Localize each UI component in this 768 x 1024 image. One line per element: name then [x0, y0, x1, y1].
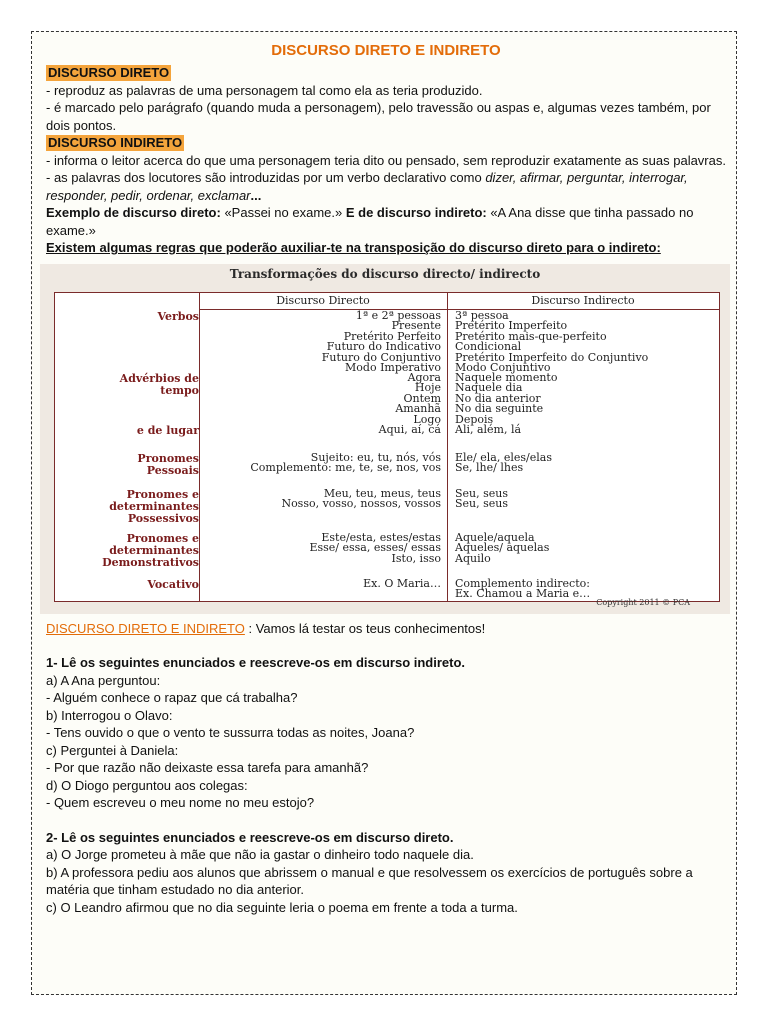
- document: [46, 42, 726, 916]
- exercise-1-line: c) Perguntei à Daniela:: [46, 742, 179, 758]
- exercise-1-line: a) A Ana perguntou:: [46, 672, 161, 688]
- table-indirect-cell: Ali, além, lá: [455, 422, 522, 436]
- col-header-indirect: Discurso Indirecto: [447, 293, 719, 310]
- example-label-indirect: E de discurso indireto:: [345, 205, 487, 220]
- ellipsis: ...: [250, 187, 262, 203]
- transformation-table: [40, 264, 730, 614]
- exercise-2-line: c) O Leandro afirmou que no dia seguinte leria o poema em frente a toda a turma.: [46, 899, 518, 915]
- table-category: Pronomes e determinantes Possessivos: [109, 487, 199, 525]
- table-direct-cell: 1ª e 2ª pessoas Presente Pretérito Perfeito Futuro do Indicativo Futuro do Conjuntivo Modo Imperativo: [321, 308, 441, 374]
- table-direct-cell: Meu, teu, meus, teus Nosso, vosso, nossos, vossos: [281, 486, 441, 510]
- table-direct-cell: Ex. O Maria…: [363, 576, 441, 590]
- col-header-direct: Discurso Directo: [199, 293, 447, 310]
- test-text: : Vamos lá testar os teus conhecimentos!: [244, 620, 486, 636]
- table-indirect-cell: Seu, seus Seu, seus: [455, 486, 509, 510]
- table-indirect-cell: Ele/ ela, eles/elas Se, lhe/ lhes: [455, 450, 552, 474]
- example-paragraph: [46, 204, 726, 239]
- table-category: Advérbios de tempo: [119, 371, 199, 397]
- exercise-1-line: - Tens ouvido o que o vento te sussurra todas as noites, Joana?: [46, 725, 415, 740]
- table-category: Pronomes Pessoais: [137, 451, 199, 477]
- page-title: DISCURSO DIRETO E INDIRETO: [271, 42, 501, 59]
- table-indirect-cell: 3ª pessoa Pretérito Imperfeito Pretérito mais-que-perfeito Condicional Pretérito Imperfeito do Conjuntivo Modo Conjuntivo: [455, 308, 649, 374]
- divider: [447, 293, 448, 601]
- table-direct-cell: Este/esta, estes/estas Esse/ essa, esses/ essas Isto, isso: [309, 530, 441, 565]
- exercise-1-line: - Quem escreveu o meu nome no meu estojo?: [46, 795, 315, 810]
- exercise-2-line: b) A professora pediu aos alunos que abrissem o manual e que resolvessem os exercícios de português sobre a matéria que tinham estudado no dia anterior.: [46, 864, 693, 897]
- heading-indireto: DISCURSO INDIRETO: [48, 135, 183, 150]
- exercise-1-heading: 1- Lê os seguintes enunciados e reescreve-os em discurso indireto.: [46, 655, 466, 670]
- example-label-direct: Exemplo de discurso direto:: [46, 205, 221, 220]
- example-indirect: «A Ana disse que tinha passado no exame.»: [46, 205, 694, 238]
- indireto-line-1: - informa o leitor acerca do que uma personagem teria dito ou pensado, sem reproduzir exatamente as suas palavras.: [46, 152, 726, 168]
- test-link[interactable]: DISCURSO DIRETO E INDIRETO: [46, 620, 245, 636]
- table-category: Pronomes e determinantes Demonstrativos: [102, 531, 199, 569]
- exercise-1-line: - Por que razão não deixaste essa tarefa para amanhã?: [46, 760, 369, 775]
- exercise-1-line: b) Interrogou o Olavo:: [46, 707, 173, 723]
- copyright: Copyright 2011 © PCA: [596, 598, 690, 607]
- table-body: [54, 292, 720, 602]
- heading-direto: DISCURSO DIRETO: [48, 65, 170, 80]
- exercise-2-line: a) O Jorge prometeu à mãe que não ia gastar o dinheiro todo naquele dia.: [46, 847, 474, 862]
- declarative-verbs: dizer, afirmar, perguntar, interrogar, responder, pedir, ordenar, exclamar: [46, 170, 688, 203]
- direto-line-2: - é marcado pelo parágrafo (quando muda a personagem), pelo travessão ou aspas e, algumas vezes também, por dois pontos.: [46, 100, 711, 133]
- table-indirect-cell: Naquele momento Naquele dia No dia anterior No dia seguinte Depois: [455, 370, 558, 426]
- table-category: Verbos: [157, 309, 199, 323]
- table-category: Vocativo: [147, 577, 199, 591]
- indireto-line-2: [46, 169, 726, 204]
- exercise-1-line: - Alguém conhece o rapaz que cá trabalha?: [46, 690, 298, 705]
- table-direct-cell: Sujeito: eu, tu, nós, vós Complemento: me, te, se, nos, vos: [250, 450, 441, 474]
- table-indirect-cell: Complemento indirecto: Ex. Chamou a Maria e…: [455, 576, 591, 600]
- table-direct-cell: Aqui, aí, cá: [378, 422, 441, 436]
- direto-line-1: - reproduz as palavras de uma personagem tal como ela as teria produzido.: [46, 82, 483, 98]
- table-title: Transformações do discurso directo/ indirecto: [229, 266, 541, 281]
- table-direct-cell: Agora Hoje Ontem Amanhã Logo: [395, 370, 441, 426]
- table-indirect-cell: Aquele/aquela Aqueles/ aquelas Aquilo: [455, 530, 550, 565]
- divider: [199, 293, 200, 601]
- rules-heading: Existem algumas regras que poderão auxiliar-te na transposição do discurso direto para o indireto:: [46, 240, 661, 255]
- table-category: e de lugar: [136, 423, 199, 437]
- test-line: [46, 620, 726, 638]
- example-direct: «Passei no exame.»: [220, 205, 346, 220]
- indireto-line-2-text: - as palavras dos locutores são introduzidas por um verbo declarativo como: [46, 170, 486, 185]
- exercise-2-heading: 2- Lê os seguintes enunciados e reescreve-os em discurso direto.: [46, 829, 454, 845]
- exercise-1-line: d) O Diogo perguntou aos colegas:: [46, 777, 248, 793]
